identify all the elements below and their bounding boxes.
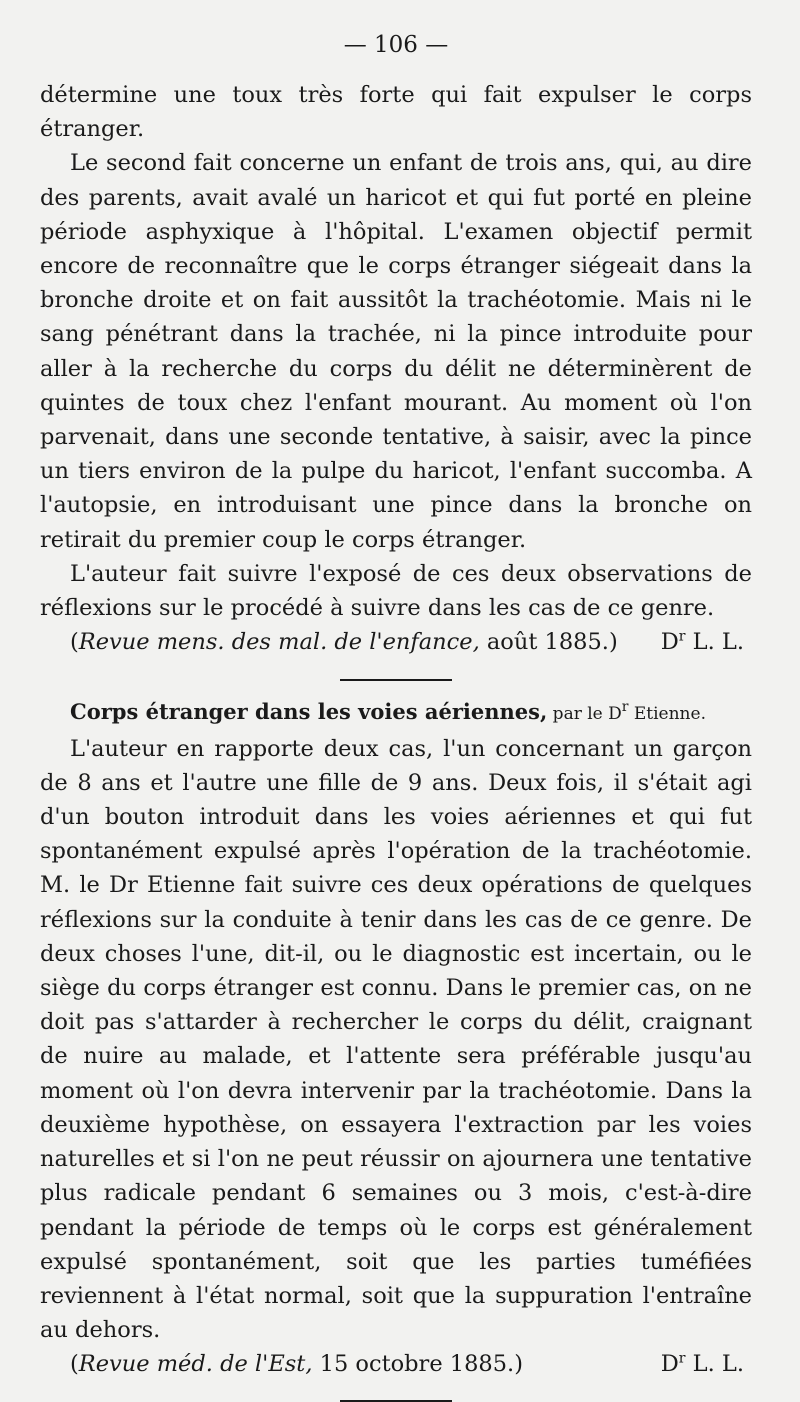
section-divider — [340, 679, 452, 681]
citation-journal: Revue mens. des mal. de l'enfance, — [78, 629, 480, 656]
source-citation-2 — [40, 1347, 752, 1381]
end-divider — [340, 1400, 452, 1402]
citation-open-paren: ( — [70, 629, 79, 656]
article-byline: par le D — [547, 704, 622, 725]
signature-sup: r — [678, 1350, 686, 1367]
paragraph-article-body: L'auteur en rapporte deux cas, l'un concernant un garçon de 8 ans et l'autre une fille de 9 ans. Deux fois, il s'était agi d'un bouton introduit dans les voies aériennes et qui fut spontanément expulsé après l'opération de la trachéotomie. M. le Dr Etienne fait suivre ces deux opérations de quelques réflexions sur la conduite à tenir dans les cas de ce genre. De deux choses l'une, dit-il, ou le diagnostic est incertain, ou le siège du corps étranger est connu. Dans le premier cas, on ne doit pas s'attarder à rechercher le corps du délit, craignant de nuire au malade, et l'attente sera préférable jusqu'au moment où l'on devra intervenir par la trachéotomie. Dans la deuxième hypothèse, on essayera l'extraction par les voies naturelles et si l'on ne peut réussir on ajournera une tentative plus radicale pendant 6 semaines ou 3 mois, c'est-à-dire pendant la période de temps où le corps est généralement expulsé spontanément, soit que les parties tuméfiées reviennent à l'état normal, soit que la suppuration l'entraîne au dehors. — [40, 735, 752, 1344]
citation-journal: Revue méd. de l'Est, — [78, 1351, 313, 1378]
signature-initials: L. L. — [685, 629, 744, 656]
citation-date: 15 octobre 1885.) — [312, 1351, 523, 1378]
paragraph-author-reflections: L'auteur fait suivre l'exposé de ces deux observations de réflexions sur le procédé à suivre dans les cas de ce genre. — [40, 560, 752, 622]
signature-abbr: D — [660, 1351, 679, 1378]
article-heading — [40, 695, 752, 731]
signature-initials: L. L. — [685, 1351, 744, 1378]
paragraph-second-case: Le second fait concerne un enfant de trois ans, qui, au dire des parents, avait avalé un haricot et qui fut porté en pleine période asphyxique à l'hôpital. L'examen objectif permit encore de reconnaître que le corps étranger siégeait dans la bronche droite et on fait aussitôt la trachéotomie. Mais ni le sang pénétrant dans la trachée, ni la pince introduite pour aller à la recherche du corps du délit ne déterminèrent de quintes de toux chez l'enfant mourant. Au moment où l'on parvenait, dans une seconde tentative, à saisir, avec la pince un tiers environ de la pulpe du haricot, l'enfant succomba. A l'autopsie, en introduisant une pince dans la bronche on retirait du premier coup le corps étranger. — [40, 150, 752, 553]
signature-abbr: D — [660, 629, 679, 656]
page-number: — 106 — — [343, 32, 449, 58]
source-citation-1 — [40, 625, 752, 659]
paragraph-continuation: détermine une toux très forte qui fait expulser le corps étranger. — [40, 82, 752, 143]
article-author: Etienne. — [628, 704, 706, 725]
signature-sup: r — [678, 628, 686, 645]
citation-open-paren: ( — [70, 1351, 79, 1378]
byline-sup: r — [621, 699, 629, 716]
author-signature — [631, 625, 744, 659]
article-title: Corps étranger dans les voies aériennes, — [70, 699, 548, 725]
citation-date: août 1885.) — [479, 629, 618, 656]
author-signature — [631, 1347, 744, 1381]
